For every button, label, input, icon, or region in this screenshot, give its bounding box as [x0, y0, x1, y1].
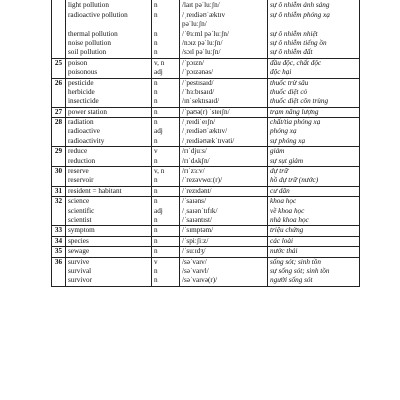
pronunciation-cell: [180, 226, 268, 236]
mean-line: người sống sót: [270, 276, 313, 285]
part-of-speech-cell: [152, 147, 180, 167]
table-row: [52, 247, 360, 257]
mean-line: hồ dự trữ (nước): [270, 176, 319, 185]
meaning-cell: [268, 247, 360, 257]
pronunciation-cell: [180, 78, 268, 107]
mean-line: sự ô nhiễm đất: [270, 48, 313, 57]
ipa-line: /rɪˈzɜːv/: [182, 167, 205, 176]
meaning-cell: [268, 0, 360, 58]
table-row: [52, 186, 360, 196]
pos-line: n: [154, 276, 158, 285]
pos-line: n: [154, 118, 158, 127]
entry-number: [52, 0, 66, 58]
mean-line: chất/tia phóng xạ: [270, 118, 321, 127]
entry-number: 28: [52, 118, 66, 147]
part-of-speech-cell: [152, 167, 180, 187]
pos-line: n: [154, 29, 158, 38]
word-cell: [66, 147, 152, 167]
mean-line: [270, 20, 357, 29]
word-line: poisonous: [68, 68, 98, 77]
part-of-speech-cell: [152, 226, 180, 236]
pos-line: n: [154, 267, 158, 276]
word-cell: [66, 226, 152, 236]
table-row: [52, 197, 360, 226]
word-cell: [66, 0, 152, 58]
pos-line: n: [154, 236, 158, 245]
pos-line: n: [154, 156, 158, 165]
word-line: radiation: [68, 118, 94, 127]
word-line: soil pollution: [68, 48, 107, 57]
word-cell: [66, 186, 152, 196]
meaning-cell: [268, 78, 360, 107]
pos-line: v: [154, 257, 158, 266]
table-row: [52, 78, 360, 107]
ipa-line: /səˈvaɪv/: [182, 257, 207, 266]
pronunciation-cell: [180, 167, 268, 187]
meaning-cell: [268, 167, 360, 187]
entry-number: 32: [52, 197, 66, 226]
word-line: thermal pollution: [68, 29, 118, 38]
word-cell: [66, 236, 152, 246]
word-cell: [66, 197, 152, 226]
mean-line: trạm năng lượng: [270, 107, 319, 116]
word-line: insecticide: [68, 97, 99, 106]
word-line: radioactivity: [68, 136, 105, 145]
word-line: reduction: [68, 156, 96, 165]
entry-number: 35: [52, 247, 66, 257]
word-line: radioactive: [68, 127, 100, 136]
ipa-line: /rɪˈdjuːs/: [182, 147, 207, 156]
entry-number: 30: [52, 167, 66, 187]
pos-line: n: [154, 1, 158, 10]
word-line: scientist: [68, 216, 92, 225]
word-line: sewage: [68, 247, 90, 256]
ipa-line: /ˈspiːʃiːz/: [182, 236, 209, 245]
meaning-cell: [268, 118, 360, 147]
word-cell: [66, 167, 152, 187]
entry-number: 27: [52, 107, 66, 117]
word-cell: [66, 118, 152, 147]
table-row: [52, 58, 360, 78]
word-line: noise pollution: [68, 38, 111, 47]
part-of-speech-cell: [152, 107, 180, 117]
mean-line: sự phóng xạ: [270, 136, 306, 145]
ipa-line: /ˈsuːɪdʒ/: [182, 247, 206, 256]
pos-line: adj: [154, 206, 163, 215]
pronunciation-cell: [180, 107, 268, 117]
word-line: symptom: [68, 226, 95, 235]
pos-line: v, n: [154, 58, 165, 67]
meaning-cell: [268, 257, 360, 286]
entry-number: 25: [52, 58, 66, 78]
table-row: [52, 118, 360, 147]
pronunciation-cell: [180, 197, 268, 226]
word-cell: [66, 107, 152, 117]
word-line: reduce: [68, 147, 88, 156]
mean-line: nước thải: [270, 247, 298, 256]
vocabulary-table: [51, 0, 360, 287]
part-of-speech-cell: [152, 78, 180, 107]
part-of-speech-cell: [152, 186, 180, 196]
entry-number: 29: [52, 147, 66, 167]
pronunciation-cell: [180, 118, 268, 147]
ipa-line: /ˈpɔɪzənəs/: [182, 68, 214, 77]
ipa-line: /nɔɪz pəˈluːʃn/: [182, 38, 223, 47]
ipa-line: /səˈvaɪvl/: [182, 267, 209, 276]
word-line: species: [68, 236, 89, 245]
ipa-line: /ˌreɪdiˈeɪʃn/: [182, 118, 216, 127]
mean-line: về khoa học: [270, 206, 305, 215]
ipa-line: /ˈhɜːbɪsaɪd/: [182, 87, 215, 96]
word-line: scientific: [68, 206, 95, 215]
pos-line: n: [154, 216, 158, 225]
pos-line: n: [154, 176, 158, 185]
part-of-speech-cell: [152, 257, 180, 286]
mean-line: khoa học: [270, 197, 297, 206]
word-line: reservoir: [68, 176, 94, 185]
entry-number: 26: [52, 78, 66, 107]
part-of-speech-cell: [152, 0, 180, 58]
ipa-line: /ˈsɪmptəm/: [182, 226, 214, 235]
mean-line: thuốc diệt côn trùng: [270, 97, 329, 106]
word-line: herbicide: [68, 87, 95, 96]
word-line: science: [68, 197, 90, 206]
word-line: resident = habitant: [68, 186, 122, 195]
mean-line: độc hại: [270, 68, 292, 77]
pronunciation-cell: [180, 147, 268, 167]
ipa-line: /ˈsaɪəntɪst/: [182, 216, 212, 225]
entry-number: 34: [52, 236, 66, 246]
pos-line: n: [154, 226, 158, 235]
vocabulary-table-body: [52, 0, 360, 286]
mean-line: giảm: [270, 147, 285, 156]
part-of-speech-cell: [152, 118, 180, 147]
part-of-speech-cell: [152, 247, 180, 257]
pos-line: n: [154, 38, 158, 47]
mean-line: phóng xạ: [270, 127, 297, 136]
pos-line: n: [154, 107, 158, 116]
pos-line: n: [154, 87, 158, 96]
mean-line: sự ô nhiễm nhiệt: [270, 29, 318, 38]
meaning-cell: [268, 147, 360, 167]
mean-line: đầu độc, chất độc: [270, 58, 322, 67]
pronunciation-cell: [180, 58, 268, 78]
pronunciation-cell: [180, 247, 268, 257]
mean-line: các loài: [270, 236, 293, 245]
part-of-speech-cell: [152, 236, 180, 246]
pos-line: v, n: [154, 167, 165, 176]
pos-line: n: [154, 197, 158, 206]
mean-line: sự ô nhiễm phóng xạ: [270, 10, 330, 19]
mean-line: sự ô nhiễm ánh sáng: [270, 1, 330, 10]
word-line: light pollution: [68, 1, 109, 10]
word-line: reserve: [68, 167, 89, 176]
word-line: poison: [68, 58, 88, 67]
word-cell: [66, 78, 152, 107]
part-of-speech-cell: [152, 58, 180, 78]
pos-line: adj: [154, 127, 163, 136]
word-line: power station: [68, 107, 107, 116]
pos-line: n: [154, 48, 158, 57]
word-cell: [66, 58, 152, 78]
table-row: [52, 107, 360, 117]
pos-line: n: [154, 97, 158, 106]
pos-line: n: [154, 247, 158, 256]
ipa-line: pəˈluːʃn/: [182, 20, 207, 29]
word-line: radioactive pollution: [68, 10, 128, 19]
ipa-line: /ˌreɪdiəʊˈæktɪv/: [182, 127, 228, 136]
ipa-line: /ˌsaɪənˈtɪfɪk/: [182, 206, 218, 215]
mean-line: thuốc trừ sâu: [270, 78, 309, 87]
word-cell: [66, 257, 152, 286]
ipa-line: /ˈrezəvwɑː(r)/: [182, 176, 223, 185]
pronunciation-cell: [180, 0, 268, 58]
ipa-line: /ˈpɔɪzn/: [182, 58, 204, 67]
mean-line: dự trữ: [270, 167, 289, 176]
pos-line: v: [154, 147, 158, 156]
meaning-cell: [268, 197, 360, 226]
mean-line: nhà khoa học: [270, 216, 309, 225]
meaning-cell: [268, 186, 360, 196]
ipa-line: /laɪt pəˈluːʃn/: [182, 1, 220, 10]
meaning-cell: [268, 236, 360, 246]
pos-line: n: [154, 186, 158, 195]
pos-line: n: [154, 78, 158, 87]
entry-number: 31: [52, 186, 66, 196]
entry-number: 36: [52, 257, 66, 286]
mean-line: sự sụt giảm: [270, 156, 304, 165]
word-cell: [66, 247, 152, 257]
word-line: survive: [68, 257, 90, 266]
table-row: [52, 226, 360, 236]
pronunciation-cell: [180, 186, 268, 196]
mean-line: sự sống sót; sinh tồn: [270, 267, 330, 276]
ipa-line: /səˈvaɪvə(r)/: [182, 276, 218, 285]
table-row: [52, 147, 360, 167]
mean-line: sống sót; sinh tồn: [270, 257, 321, 266]
meaning-cell: [268, 226, 360, 236]
ipa-line: /rɪˈdʌkʃn/: [182, 156, 210, 165]
ipa-line: /ˈθɜːml pəˈluːʃn/: [182, 29, 229, 38]
table-row: [52, 236, 360, 246]
pronunciation-cell: [180, 257, 268, 286]
pos-line: n: [154, 10, 158, 19]
ipa-line: /ˈrezɪdənt/: [182, 186, 212, 195]
pos-line: [154, 20, 177, 29]
mean-line: cư dân: [270, 186, 290, 195]
table-row: [52, 167, 360, 187]
word-line: survivor: [68, 276, 92, 285]
entry-number: 33: [52, 226, 66, 236]
mean-line: triệu chứng: [270, 226, 304, 235]
pronunciation-cell: [180, 236, 268, 246]
ipa-line: /ˌreɪdiəʊˈæktɪv: [182, 10, 226, 19]
ipa-line: /ˌreɪdiəʊækˈtɪvəti/: [182, 136, 235, 145]
part-of-speech-cell: [152, 197, 180, 226]
meaning-cell: [268, 107, 360, 117]
ipa-line: /ˈpestɪsaɪd/: [182, 78, 214, 87]
ipa-line: /ˈsaɪəns/: [182, 197, 206, 206]
table-row: [52, 0, 360, 58]
pos-line: adj: [154, 68, 163, 77]
word-line: survival: [68, 267, 92, 276]
ipa-line: /ɪnˈsektɪsaɪd/: [182, 97, 220, 106]
mean-line: thuốc diệt cỏ: [270, 87, 308, 96]
ipa-line: /sɔɪl pəˈluːʃn/: [182, 48, 221, 57]
word-line: [68, 20, 149, 29]
table-row: [52, 257, 360, 286]
word-line: pesticide: [68, 78, 94, 87]
meaning-cell: [268, 58, 360, 78]
ipa-line: /ˈpaʊə(r) ˈsteɪʃn/: [182, 107, 230, 116]
mean-line: sự ô nhiễm tiếng ồn: [270, 38, 327, 47]
pos-line: n: [154, 136, 158, 145]
